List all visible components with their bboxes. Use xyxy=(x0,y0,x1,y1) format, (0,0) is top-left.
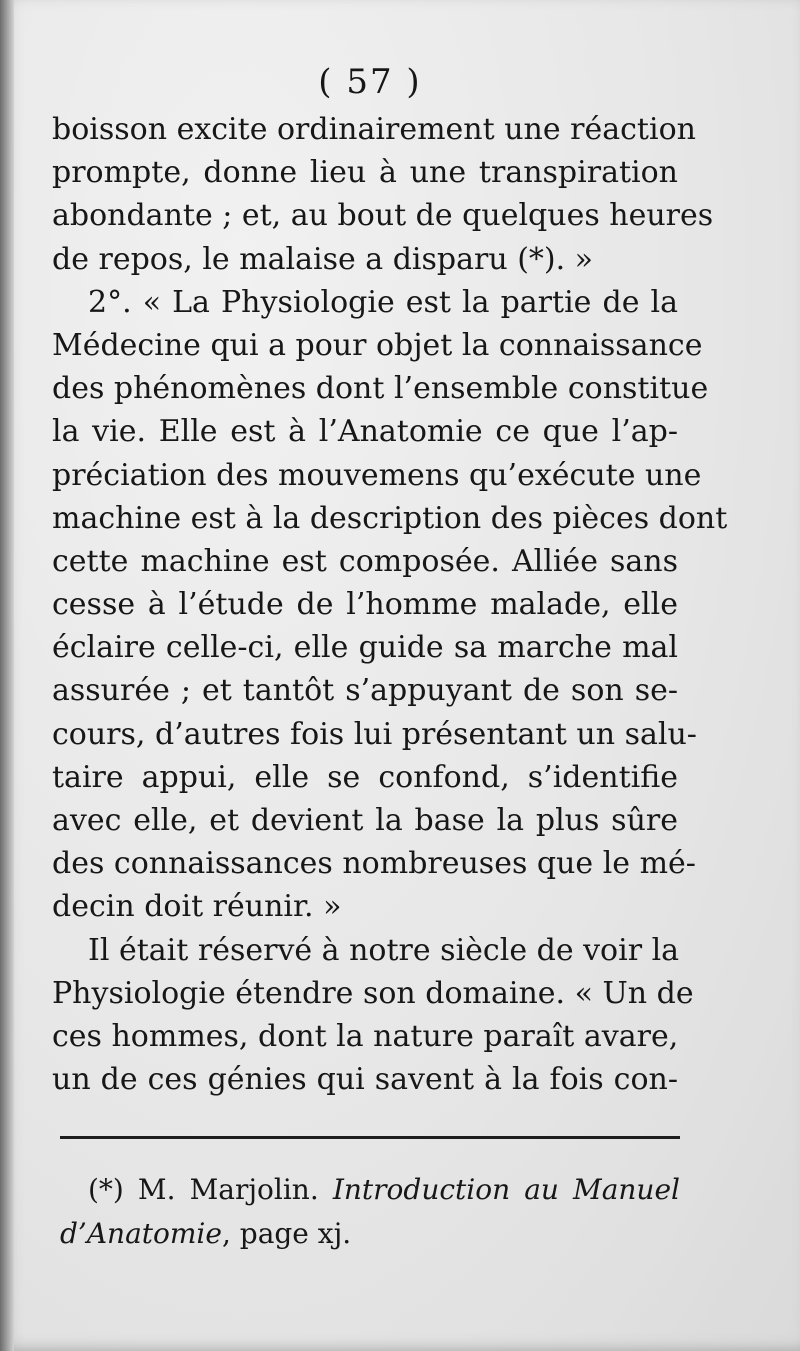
body-line: cesse à l’étude de l’homme malade, elle xyxy=(52,587,678,623)
body-line: cette machine est composée. Alliée sans xyxy=(52,543,678,579)
body-line: éclaire celle-ci, elle guide sa marche mal xyxy=(52,630,678,666)
body-line: Médecine qui a pour objet la connaissance xyxy=(52,327,703,363)
footnote-page-ref: , page xj. xyxy=(221,1217,352,1250)
body-line: abondante ; et, au bout de quelques heures xyxy=(52,198,714,234)
body-text xyxy=(52,108,728,1101)
body-line: la vie. Elle est à l’Anatomie ce que l’ap- xyxy=(52,414,678,450)
footnote-line-2 xyxy=(60,1212,680,1256)
body-line: des phénomènes dont l’ensemble constitue xyxy=(52,371,709,407)
page-number: ( 57 ) xyxy=(318,62,422,102)
footnote xyxy=(60,1168,680,1256)
footnote-title-part1: Introduction au Manuel xyxy=(332,1173,680,1206)
body-line: Il était réservé à notre siècle de voir la xyxy=(88,932,680,968)
body-line: des connaissances nombreuses que le mé- xyxy=(52,846,696,882)
body-line: boisson excite ordinairement une réaction xyxy=(52,112,696,147)
body-line: ces hommes, dont la nature paraît avare, xyxy=(52,1018,679,1054)
footnote-marker: (*) M. Marjolin. xyxy=(88,1173,319,1206)
body-line: prompte, donne lieu à une transpiration xyxy=(52,155,678,191)
body-line: taire appui, elle se confond, s’identifie xyxy=(52,759,678,795)
page-spine-shadow xyxy=(0,0,14,1351)
body-line: un de ces génies qui savent à la fois con- xyxy=(52,1062,678,1098)
body-line: assurée ; et tantôt s’appuyant de son se- xyxy=(52,673,678,709)
footnote-rule xyxy=(60,1136,680,1139)
body-line: machine est à la description des pièces dont xyxy=(52,500,728,536)
body-line: cours, d’autres fois lui présentant un salu- xyxy=(52,716,697,752)
body-line: 2°. « La Physiologie est la partie de la xyxy=(88,284,678,320)
body-line: de repos, le malaise a disparu (*). » xyxy=(52,241,594,277)
body-line: Physiologie étendre son domaine. « Un de xyxy=(52,975,694,1011)
body-line: decin doit réunir. » xyxy=(52,889,342,925)
footnote-title-part2: d’Anatomie xyxy=(60,1217,222,1250)
body-line: avec elle, et devient la base la plus sûre xyxy=(52,803,678,838)
body-line: préciation des mouvemens qu’exécute une xyxy=(52,457,702,493)
footnote-line-1 xyxy=(60,1168,680,1212)
